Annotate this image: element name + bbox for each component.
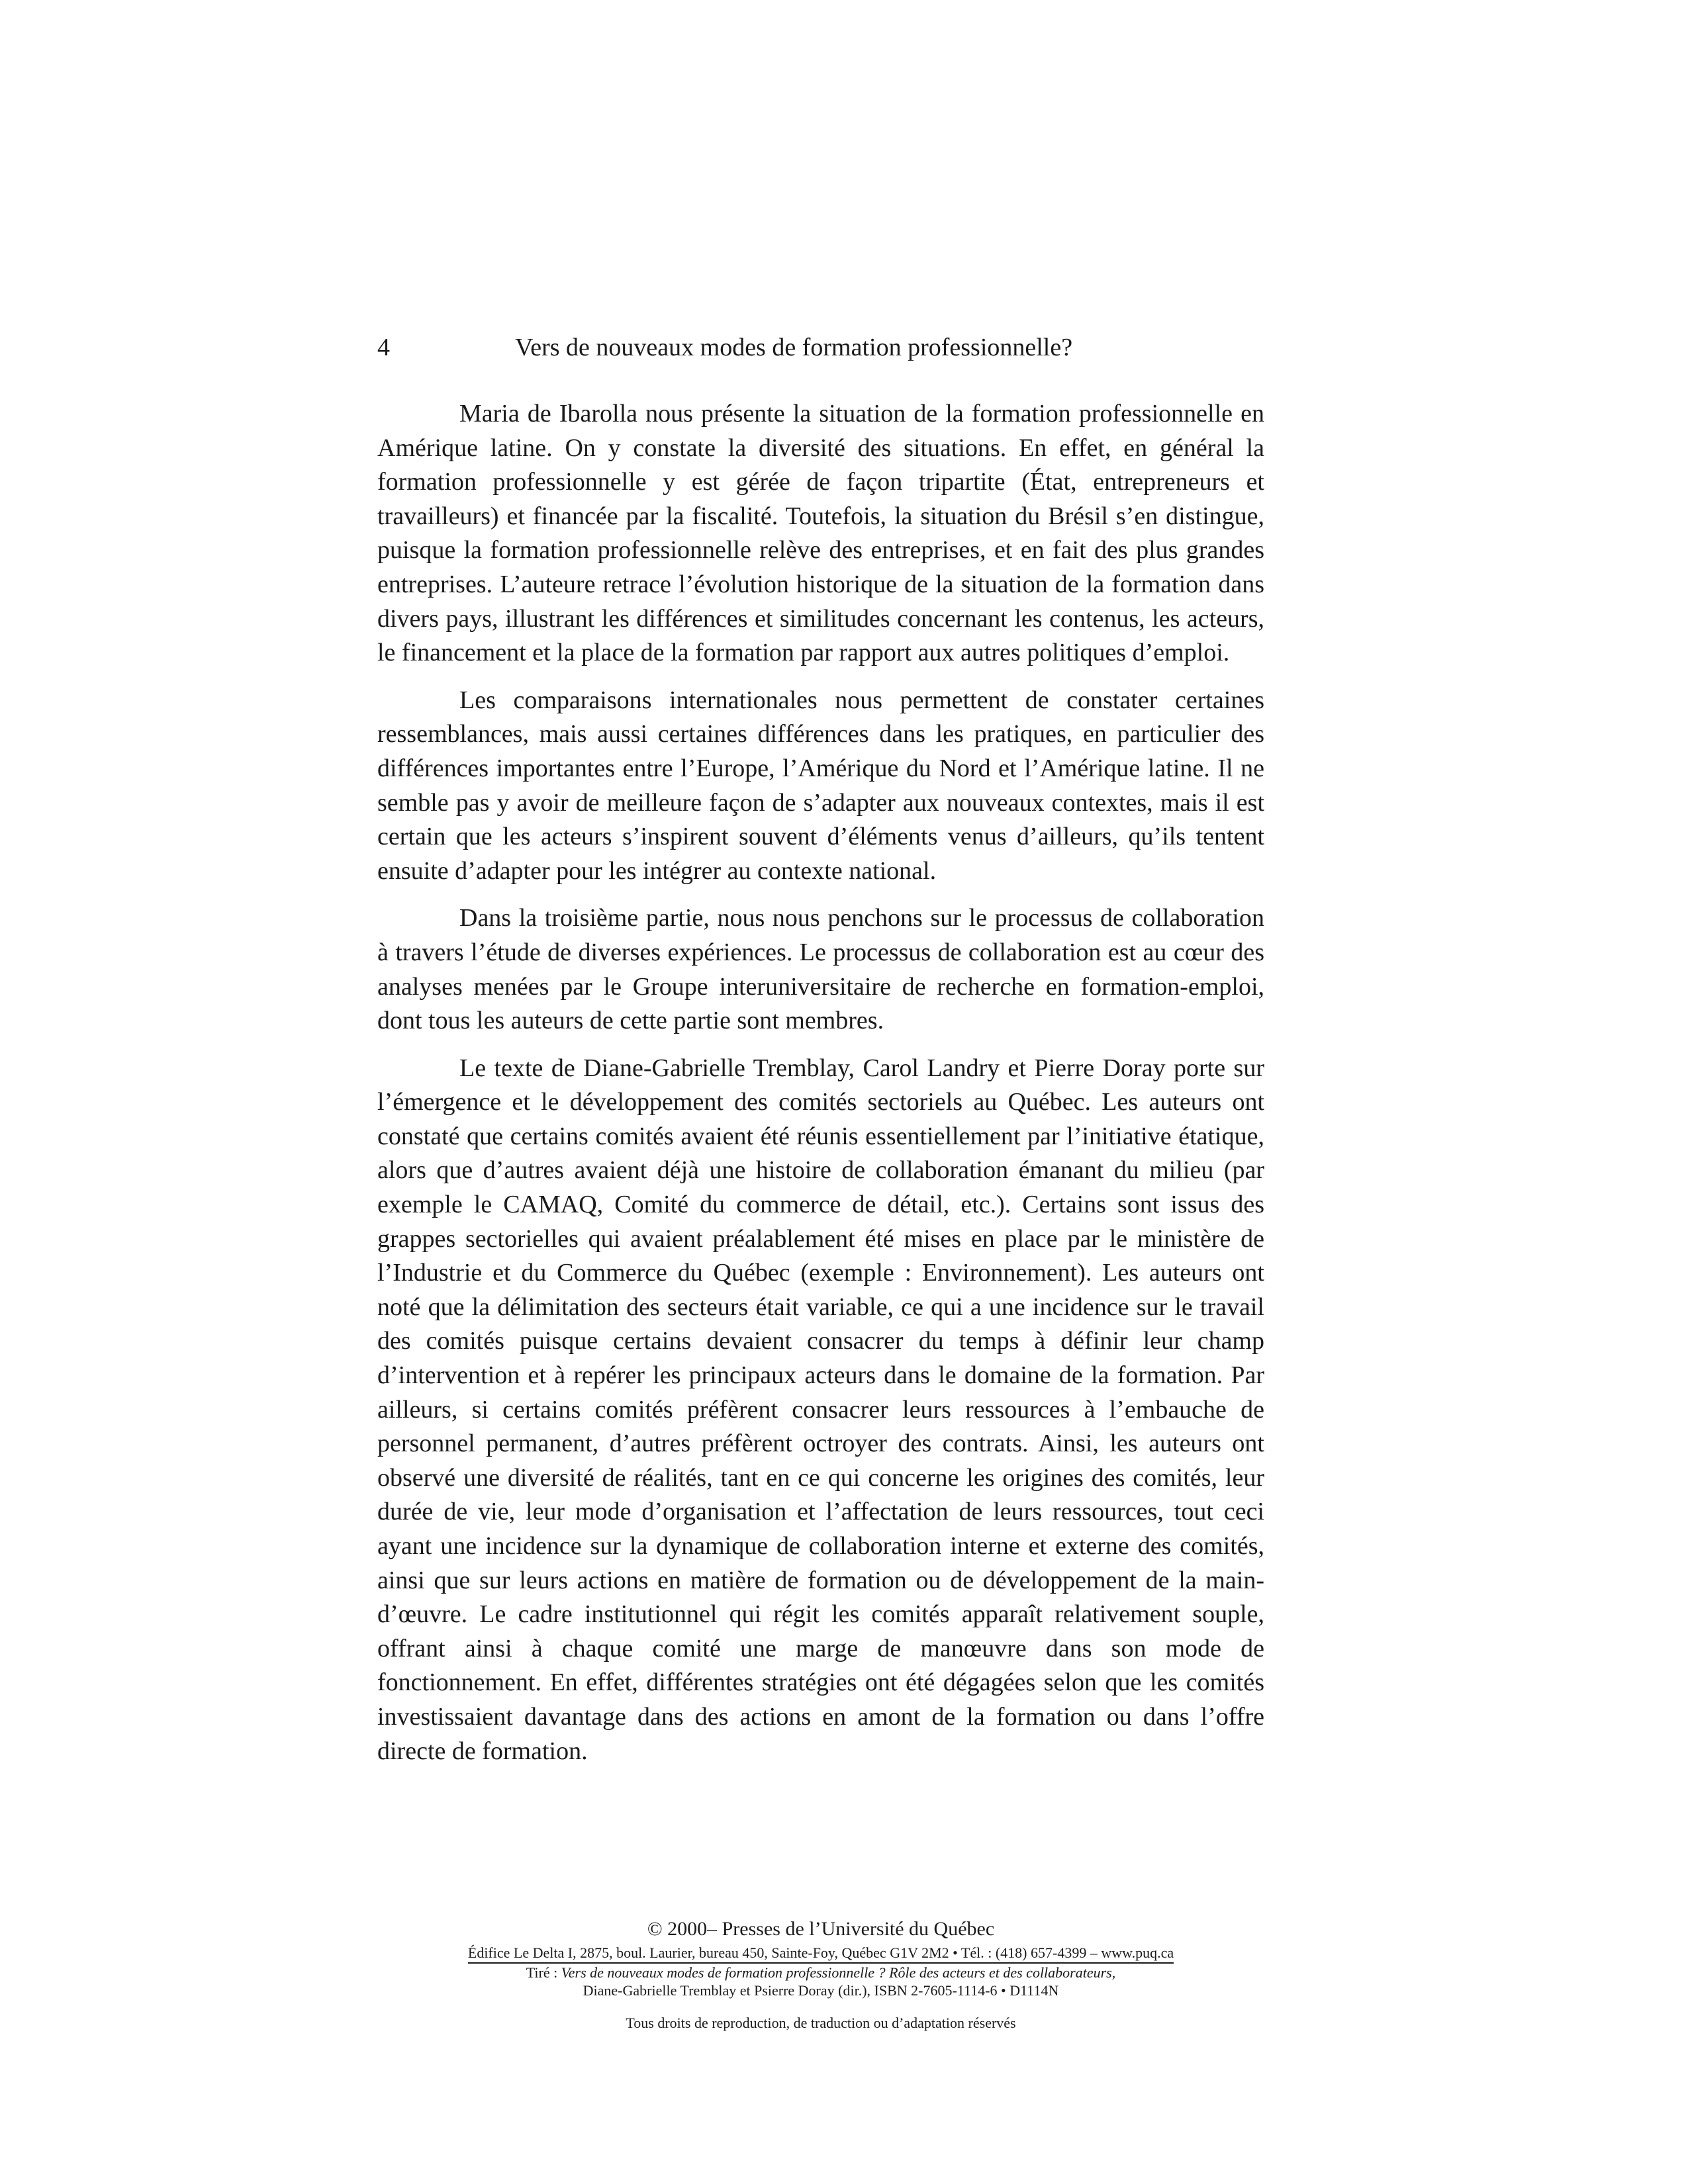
paragraph: Dans la troisième partie, nous nous penchons sur le processus de collaboration à travers l’étude de diverses expériences. Le processus de collaboration est au cœur des analyses menées par le Groupe interuniversitaire de recherche en formation-emploi, dont tous les auteurs de cette partie sont membres. [377, 904, 1264, 1035]
running-title: Vers de nouveaux modes de formation professionnelle? [515, 334, 1073, 361]
copyright-footer [377, 1916, 1264, 2032]
rights-notice: Tous droits de reproduction, de traduction ou d’adaptation réservés [626, 2015, 1016, 2031]
source-authors: Diane-Gabrielle Tremblay et Psierre Doray (dir.), ISBN 2-7605-1114-6 • D1114N [583, 1982, 1059, 1999]
paragraph: Maria de Ibarolla nous présente la situation de la formation professionnelle en Amérique latine. On y constate la diversité des situations. En effet, en général la formation professionnelle y est gérée de façon tripartite (État, entrepreneurs et travailleurs) et financée par la fiscalité. Toutefois, la situation du Brésil s’en distingue, puisque la formation professionnelle relève des entreprises, et en fait des plus grandes entreprises. L’auteure retrace l’évolution historique de la situation de la formation dans divers pays, illustrant les différences et similitudes concernant les contenus, les acteurs, le financement et la place de la formation par rapport aux autres politiques d’emploi. [377, 400, 1264, 667]
source-prefix: Tiré : [526, 1964, 561, 1981]
running-header [377, 328, 1264, 367]
source-citation [377, 1964, 1264, 1981]
body-text [377, 397, 1264, 1782]
paragraph: Le texte de Diane-Gabrielle Tremblay, Carol Landry et Pierre Doray porte sur l’émergence et le développement des comités sectoriels au Québec. Les auteurs ont constaté que certains comités avaient été réunis essentiellement par l’initiative étatique, alors que d’autres avaient déjà une histoire de collaboration émanant du milieu (par exemple le CAMAQ, Comité du commerce de détail, etc.). Certains sont issus des grappes sectorielles qui avaient préalablement été mises en place par le ministère de l’Industrie et du Commerce du Québec (exemple : Environnement). Les auteurs ont noté que la délimitation des secteurs était variable, ce qui a une incidence sur le travail des comités puisque certains devaient consacrer du temps à définir leur champ d’intervention et à repérer les principaux acteurs dans le domaine de la formation. Par ailleurs, si certains comités préfèrent consacrer leurs ressources à l’embauche de personnel permanent, d’autres préfèrent octroyer des contrats. Ainsi, les auteurs ont observé une diversité de réalités, tant en ce qui concerne les origines des comités, leur durée de vie, leur mode d’organisation et l’affectation de leurs ressources, tout ceci ayant une incidence sur la dynamique de collaboration interne et externe des comités, ainsi que sur leurs actions en matière de formation ou de développement de la main-d’œuvre. Le cadre institutionnel qui régit les comités apparaît relativement souple, offrant ainsi à chaque comité une marge de manœuvre dans son mode de fonctionnement. En effet, différentes stratégies ont été dégagées selon que les comités investissaient davantage dans des actions en amont de la formation ou dans l’offre directe de formation. [377, 1054, 1264, 1765]
publisher-address: Édifice Le Delta I, 2875, boul. Laurier, bureau 450, Sainte-Foy, Québec G1V 2M2 • Tél. : (418) 657-4399 – www.puq.ca [468, 1944, 1174, 1964]
source-title: Vers de nouveaux modes de formation professionnelle ? Rôle des acteurs et des collaborateurs, [561, 1964, 1116, 1981]
page-number: 4 [377, 334, 390, 361]
paragraph: Les comparaisons internationales nous permettent de constater certaines ressemblances, mais aussi certaines différences dans les pratiques, en particulier des différences importantes entre l’Europe, l’Amérique du Nord et l’Amérique latine. Il ne semble pas y avoir de meilleure façon de s’adapter aux nouveaux contextes, mais il est certain que les acteurs s’inspirent souvent d’éléments venus d’ailleurs, qu’ils tentent ensuite d’adapter pour les intégrer au contexte national. [377, 686, 1264, 885]
copyright-notice: © 2000– Presses de l’Université du Québec [647, 1918, 995, 1940]
